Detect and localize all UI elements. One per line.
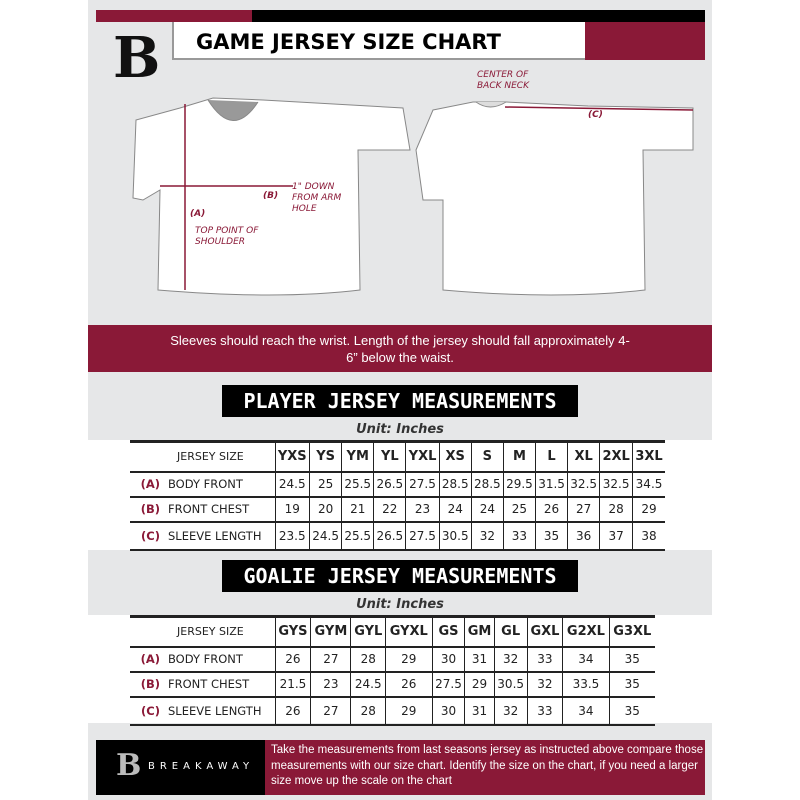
size-column-header: GXL xyxy=(527,617,563,647)
table-cell: 27.5 xyxy=(406,522,439,550)
table-cell: 24.5 xyxy=(275,472,310,497)
table-cell: 29 xyxy=(633,497,665,522)
table-cell: 25.5 xyxy=(342,472,374,497)
row-label xyxy=(130,697,275,725)
row-letter: (A) xyxy=(140,477,160,491)
table-cell: 26 xyxy=(386,672,432,697)
table-header-row xyxy=(130,442,665,472)
table-cell: 27 xyxy=(311,647,351,672)
size-column-header: 2XL xyxy=(600,442,633,472)
table-row xyxy=(130,672,655,697)
row-label xyxy=(130,647,275,672)
back-jersey xyxy=(416,102,693,295)
row-label xyxy=(130,472,275,497)
table-cell: 35 xyxy=(609,697,655,725)
table-cell: 35 xyxy=(609,672,655,697)
goalie-size-table xyxy=(130,615,655,726)
table-cell: 38 xyxy=(633,522,665,550)
size-column-header: GS xyxy=(432,617,465,647)
row-label-text: SLEEVE LENGTH xyxy=(168,528,262,543)
table-cell: 20 xyxy=(310,497,342,522)
row-label-text: BODY FRONT xyxy=(168,652,243,666)
table-cell: 29 xyxy=(386,697,432,725)
table-cell: 22 xyxy=(374,497,406,522)
table-cell: 32 xyxy=(494,647,527,672)
table-cell: 28.5 xyxy=(439,472,471,497)
table-cell: 26 xyxy=(275,647,311,672)
size-column-header: GYM xyxy=(311,617,351,647)
size-column-header: GL xyxy=(494,617,527,647)
label-c: (C) xyxy=(588,110,603,120)
table-cell: 33 xyxy=(503,522,535,550)
header-bar-red xyxy=(96,10,252,22)
row-letter: (A) xyxy=(140,652,160,666)
table-row xyxy=(130,697,655,725)
table-row xyxy=(130,472,665,497)
table-cell: 33 xyxy=(527,647,563,672)
size-column-header: YXS xyxy=(275,442,310,472)
label-a-note: TOP POINT OF SHOULDER xyxy=(195,226,259,247)
size-column-header: GYL xyxy=(351,617,386,647)
row-letter: (B) xyxy=(140,502,160,516)
table-cell: 27.5 xyxy=(406,472,439,497)
table-cell: 28.5 xyxy=(471,472,503,497)
table-cell: 24 xyxy=(471,497,503,522)
page-title: GAME JERSEY SIZE CHART xyxy=(172,22,585,60)
table-cell: 26.5 xyxy=(374,522,406,550)
table-cell: 27.5 xyxy=(432,672,465,697)
banner-text: Sleeves should reach the wrist. Length of the jersey should fall approximately 4-6” below the waist. xyxy=(170,333,630,365)
title-accent xyxy=(585,22,705,60)
footer-logo: B xyxy=(116,748,142,783)
label-b-note: 1" DOWN FROM ARM HOLE xyxy=(292,182,342,214)
table-cell: 29.5 xyxy=(503,472,535,497)
row-label xyxy=(130,497,275,522)
row-letter: (C) xyxy=(141,703,160,718)
player-size-table xyxy=(130,440,665,551)
table-cell: 30 xyxy=(432,647,465,672)
table-cell: 32 xyxy=(494,697,527,725)
table-row xyxy=(130,497,665,522)
table-cell: 29 xyxy=(465,672,494,697)
table-cell: 21 xyxy=(342,497,374,522)
label-c-note: CENTER OF BACK NECK xyxy=(477,70,529,91)
row-letter: (C) xyxy=(141,528,160,543)
size-column-header: GYS xyxy=(275,617,311,647)
row-label xyxy=(130,672,275,697)
table-row xyxy=(130,647,655,672)
size-column-header: YM xyxy=(342,442,374,472)
table-cell: 23 xyxy=(311,672,351,697)
size-column-header: G3XL xyxy=(609,617,655,647)
size-column-header: YS xyxy=(310,442,342,472)
table-cell: 24.5 xyxy=(310,522,342,550)
player-section-title: PLAYER JERSEY MEASUREMENTS xyxy=(222,385,578,417)
footer-brand-name: BREAKAWAY xyxy=(148,761,255,772)
goalie-section-title: GOALIE JERSEY MEASUREMENTS xyxy=(222,560,578,592)
table-cell: 26.5 xyxy=(374,472,406,497)
size-column-header: XL xyxy=(568,442,600,472)
table-cell: 35 xyxy=(609,647,655,672)
label-a: (A) xyxy=(190,209,206,219)
table-cell: 19 xyxy=(275,497,310,522)
table-cell: 32 xyxy=(471,522,503,550)
table-header-row xyxy=(130,617,655,647)
table-cell: 31 xyxy=(465,647,494,672)
header-bar-black xyxy=(252,10,705,22)
table-cell: 24 xyxy=(439,497,471,522)
table-cell: 23 xyxy=(406,497,439,522)
table-cell: 32.5 xyxy=(568,472,600,497)
table-cell: 33 xyxy=(527,697,563,725)
table-cell: 27 xyxy=(568,497,600,522)
table-cell: 36 xyxy=(568,522,600,550)
table-cell: 34.5 xyxy=(633,472,665,497)
size-column-header: M xyxy=(503,442,535,472)
table-cell: 29 xyxy=(386,647,432,672)
table-cell: 30.5 xyxy=(494,672,527,697)
row-label-text: FRONT CHEST xyxy=(168,677,250,691)
footer-brand xyxy=(96,740,265,795)
size-header: JERSEY SIZE xyxy=(177,450,244,464)
table-cell: 25 xyxy=(503,497,535,522)
table-cell: 24.5 xyxy=(351,672,386,697)
footer-instructions: Take the measurements from last seasons jersey as instructed above compare those measurements with our size chart. Identify the size on the chart, if you need a larger size move up the scale on the chart xyxy=(265,740,705,795)
row-label-text: FRONT CHEST xyxy=(168,502,250,516)
table-cell: 25.5 xyxy=(342,522,374,550)
table-cell: 27 xyxy=(311,697,351,725)
table-cell: 30 xyxy=(432,697,465,725)
row-letter: (B) xyxy=(140,677,160,691)
size-header: JERSEY SIZE xyxy=(177,625,244,639)
instruction-banner xyxy=(88,325,712,372)
size-column-header: YXL xyxy=(406,442,439,472)
size-column-header: GM xyxy=(465,617,494,647)
size-column-header: L xyxy=(536,442,568,472)
table-cell: 33.5 xyxy=(563,672,609,697)
row-label-text: SLEEVE LENGTH xyxy=(168,703,262,718)
row-label xyxy=(130,522,275,550)
goalie-unit: Unit: Inches xyxy=(356,597,444,612)
table-row xyxy=(130,522,665,550)
table-cell: 30.5 xyxy=(439,522,471,550)
size-column-header: XS xyxy=(439,442,471,472)
table-cell: 32.5 xyxy=(600,472,633,497)
table-cell: 26 xyxy=(536,497,568,522)
table-cell: 32 xyxy=(527,672,563,697)
table-cell: 31.5 xyxy=(536,472,568,497)
table-cell: 28 xyxy=(351,697,386,725)
player-unit: Unit: Inches xyxy=(356,422,444,437)
table-cell: 28 xyxy=(600,497,633,522)
table-cell: 35 xyxy=(536,522,568,550)
table-cell: 31 xyxy=(465,697,494,725)
size-column-header: YL xyxy=(374,442,406,472)
jersey-diagram xyxy=(88,90,712,300)
table-cell: 28 xyxy=(351,647,386,672)
size-column-header: 3XL xyxy=(633,442,665,472)
size-column-header: GYXL xyxy=(386,617,432,647)
table-cell: 23.5 xyxy=(275,522,310,550)
size-column-header: G2XL xyxy=(563,617,609,647)
row-label-text: BODY FRONT xyxy=(168,477,243,491)
label-b: (B) xyxy=(263,191,279,201)
table-cell: 25 xyxy=(310,472,342,497)
brand-logo: B xyxy=(113,25,161,91)
table-cell: 34 xyxy=(563,647,609,672)
table-cell: 21.5 xyxy=(275,672,311,697)
table-cell: 34 xyxy=(563,697,609,725)
table-cell: 37 xyxy=(600,522,633,550)
size-column-header: S xyxy=(471,442,503,472)
table-cell: 26 xyxy=(275,697,311,725)
